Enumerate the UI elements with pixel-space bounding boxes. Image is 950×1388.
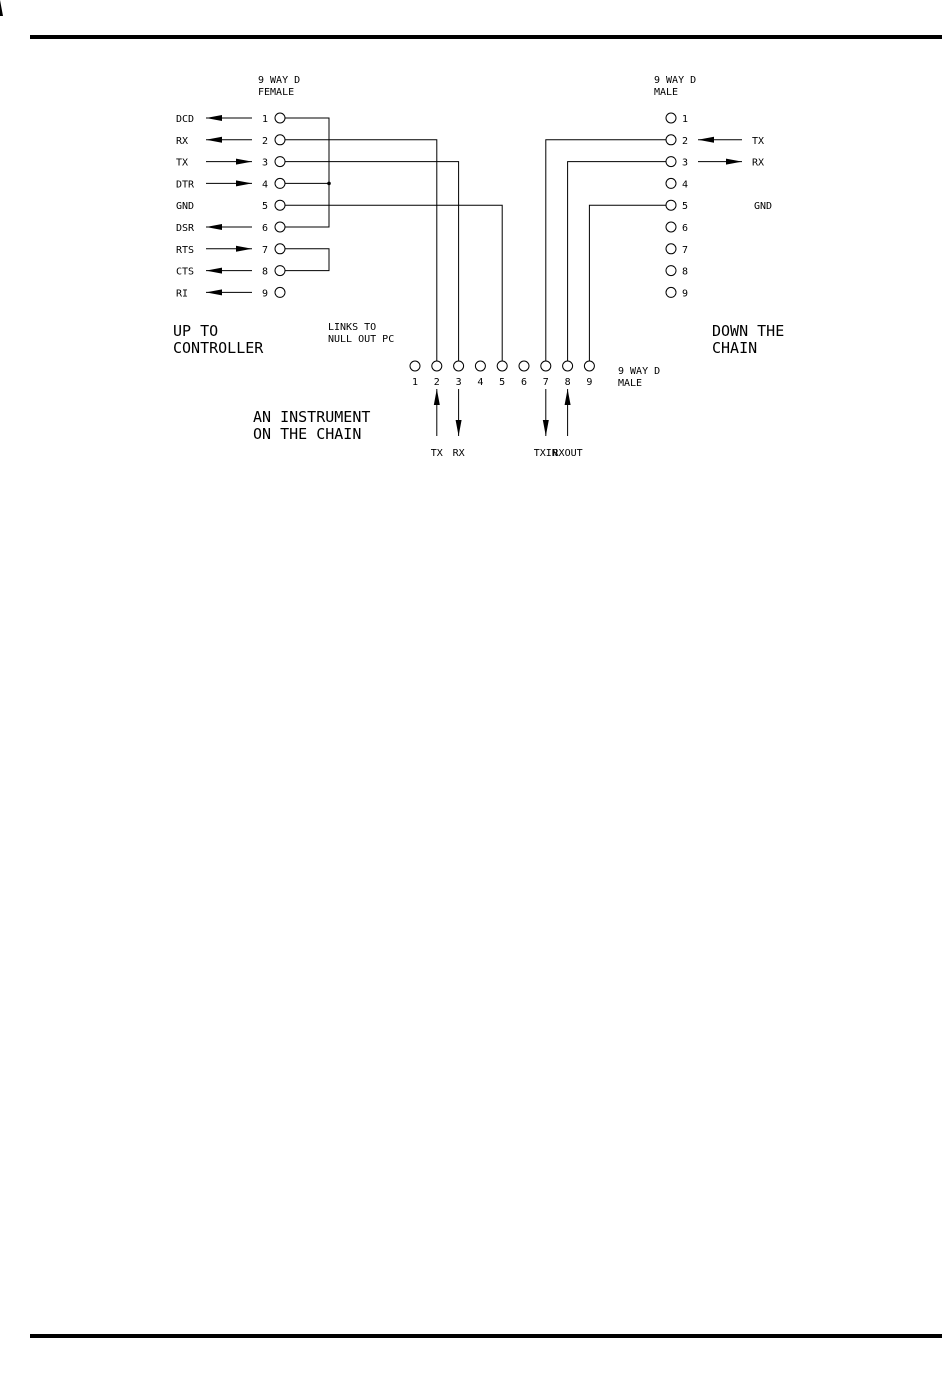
male-pin-2: [666, 135, 676, 145]
instrument-pin-number-5: 5: [499, 377, 506, 388]
instrument-pin-4: [475, 361, 485, 371]
male-pin-number-7: 7: [682, 244, 689, 256]
instrument-pin-5: [497, 361, 507, 371]
male-pin-7: [666, 244, 676, 254]
instrument-pin-number-8: 8: [564, 377, 571, 388]
links-note-line2: NULL OUT PC: [328, 334, 395, 345]
links-note-pointer-head: [0, 0, 3, 16]
female-signal-label-9: RI: [176, 288, 189, 300]
instrument-arrow-rxout-head: [565, 389, 571, 405]
female-pin-4: [275, 178, 285, 188]
instrument-arrow-rxout: [565, 389, 571, 436]
instrument-pin-number-9: 9: [586, 377, 593, 388]
instrument-label-line1: AN INSTRUMENT: [253, 408, 371, 426]
male-signal-label-2: TX: [752, 135, 765, 147]
female-arrow-2-head: [206, 137, 222, 143]
male-connector-pins: [666, 113, 772, 299]
female-pin-6: [275, 222, 285, 232]
male-signal-label-5: GND: [754, 201, 773, 213]
male-pin-number-6: 6: [682, 223, 689, 234]
wire-inst-7-to-male-2: [546, 140, 666, 361]
links-note-pointer: [0, 0, 3, 16]
female-pin-number-4: 4: [262, 179, 269, 191]
female-pin-2: [275, 135, 285, 145]
instrument-arrow-txin: [543, 389, 549, 436]
instrument-pin-2: [432, 361, 442, 371]
up-label-line1: UP TO: [173, 322, 219, 340]
links-note-line1: LINKS TO: [328, 322, 377, 333]
female-arrow-1-head: [206, 115, 222, 121]
instrument-pin-3: [454, 361, 464, 371]
instrument-pin-number-2: 2: [433, 377, 440, 388]
male-arrow-2: [698, 137, 742, 143]
instrument-pin-8: [563, 361, 573, 371]
female-signal-label-3: TX: [176, 157, 189, 169]
female-signal-label-8: CTS: [176, 266, 195, 278]
male-connector-title-line1: 9 WAY D: [654, 75, 697, 86]
female-arrow-3-head: [236, 159, 252, 165]
instrument-pin-number-7: 7: [542, 377, 549, 388]
female-pin-number-5: 5: [262, 201, 269, 213]
male-pin-6: [666, 222, 676, 232]
female-arrow-2: [206, 137, 252, 143]
male-pin-number-5: 5: [682, 201, 689, 213]
instrument-pin-9: [584, 361, 594, 371]
female-signal-label-2: RX: [176, 135, 189, 147]
female-pin-number-2: 2: [262, 135, 269, 147]
instrument-pin-number-4: 4: [477, 377, 484, 388]
female-pin-number-1: 1: [262, 114, 269, 125]
instrument-signal-label-rx: RX: [452, 448, 465, 459]
instrument-signal-label-tx: TX: [430, 448, 443, 459]
instrument-arrow-tx-head: [434, 389, 440, 405]
female-signal-label-5: GND: [176, 201, 195, 213]
link-junction-dot: [327, 182, 331, 186]
instrument-connector-title-line1: 9 WAY D: [618, 366, 661, 377]
female-signal-label-1: DCD: [176, 114, 195, 125]
instrument-arrow-rx: [456, 389, 462, 436]
instrument-pin-number-1: 1: [411, 377, 419, 388]
male-pin-5: [666, 200, 676, 210]
instrument-signal-label-rxout: RXOUT: [552, 448, 583, 459]
female-connector-title-line1: 9 WAY D: [258, 75, 301, 86]
instrument-signal-label-txin: TXIN: [533, 448, 558, 459]
female-arrow-8: [206, 268, 252, 274]
female-pin-number-3: 3: [262, 157, 269, 169]
female-pin-3: [275, 157, 285, 167]
up-label-line2: CONTROLLER: [173, 339, 264, 357]
instrument-arrow-tx: [434, 389, 440, 436]
female-arrow-8-head: [206, 268, 222, 274]
female-arrow-9-head: [206, 289, 222, 295]
female-arrow-6-head: [206, 224, 222, 230]
female-arrow-4: [206, 180, 252, 186]
male-pin-9: [666, 287, 676, 297]
instrument-pin-6: [519, 361, 529, 371]
female-signal-label-7: RTS: [176, 244, 195, 256]
instrument-connector-pins: [410, 361, 594, 459]
instrument-pin-7: [541, 361, 551, 371]
male-connector-title-line2: MALE: [654, 87, 679, 98]
female-pin-7: [275, 244, 285, 254]
male-pin-number-2: 2: [682, 135, 689, 147]
female-signal-label-6: DSR: [176, 223, 195, 234]
female-pin-number-6: 6: [262, 223, 269, 234]
male-pin-number-1: 1: [682, 114, 689, 125]
female-connector-pins: [176, 113, 285, 299]
male-arrow-3: [698, 159, 742, 165]
male-pin-number-9: 9: [682, 288, 689, 300]
male-arrow-2-head: [698, 137, 714, 143]
down-label-line2: CHAIN: [712, 339, 758, 357]
male-pin-1: [666, 113, 676, 123]
bottom-rule: [30, 1334, 942, 1338]
female-pin-8: [275, 266, 285, 276]
male-signal-label-3: RX: [752, 157, 765, 169]
female-pin-1: [275, 113, 285, 123]
female-arrow-6: [206, 224, 252, 230]
male-pin-number-8: 8: [682, 266, 689, 278]
female-arrow-7: [206, 246, 252, 252]
male-pin-8: [666, 266, 676, 276]
male-pin-number-4: 4: [682, 179, 689, 191]
down-label-line1: DOWN THE: [712, 322, 785, 340]
female-pin-number-7: 7: [262, 244, 269, 256]
female-arrow-4-head: [236, 180, 252, 186]
link-pins-7-8: [285, 249, 329, 271]
female-arrow-9: [206, 289, 252, 295]
wire-inst-9-to-male-5: [589, 205, 666, 361]
male-pin-3: [666, 157, 676, 167]
female-arrow-1: [206, 115, 252, 121]
instrument-pin-number-3: 3: [455, 377, 462, 388]
male-pin-number-3: 3: [682, 157, 689, 169]
top-rule: [30, 35, 942, 39]
instrument-arrow-txin-head: [543, 420, 549, 436]
female-arrow-7-head: [236, 246, 252, 252]
female-connector-title-line2: FEMALE: [258, 87, 295, 98]
instrument-connector-title-line2: MALE: [618, 378, 643, 389]
wire-inst-8-to-male-3: [568, 162, 666, 361]
female-arrow-3: [206, 159, 252, 165]
instrument-pin-1: [410, 361, 420, 371]
female-pin-9: [275, 287, 285, 297]
male-pin-4: [666, 178, 676, 188]
link-pins-1-4-6: [285, 118, 329, 227]
instrument-label-line2: ON THE CHAIN: [253, 425, 362, 443]
female-signal-label-4: DTR: [176, 179, 195, 191]
female-pin-number-9: 9: [262, 288, 269, 300]
female-pin-5: [275, 200, 285, 210]
instrument-arrow-rx-head: [456, 420, 462, 436]
instrument-pin-number-6: 6: [520, 377, 528, 388]
female-pin-number-8: 8: [262, 266, 269, 278]
male-arrow-3-head: [726, 159, 742, 165]
